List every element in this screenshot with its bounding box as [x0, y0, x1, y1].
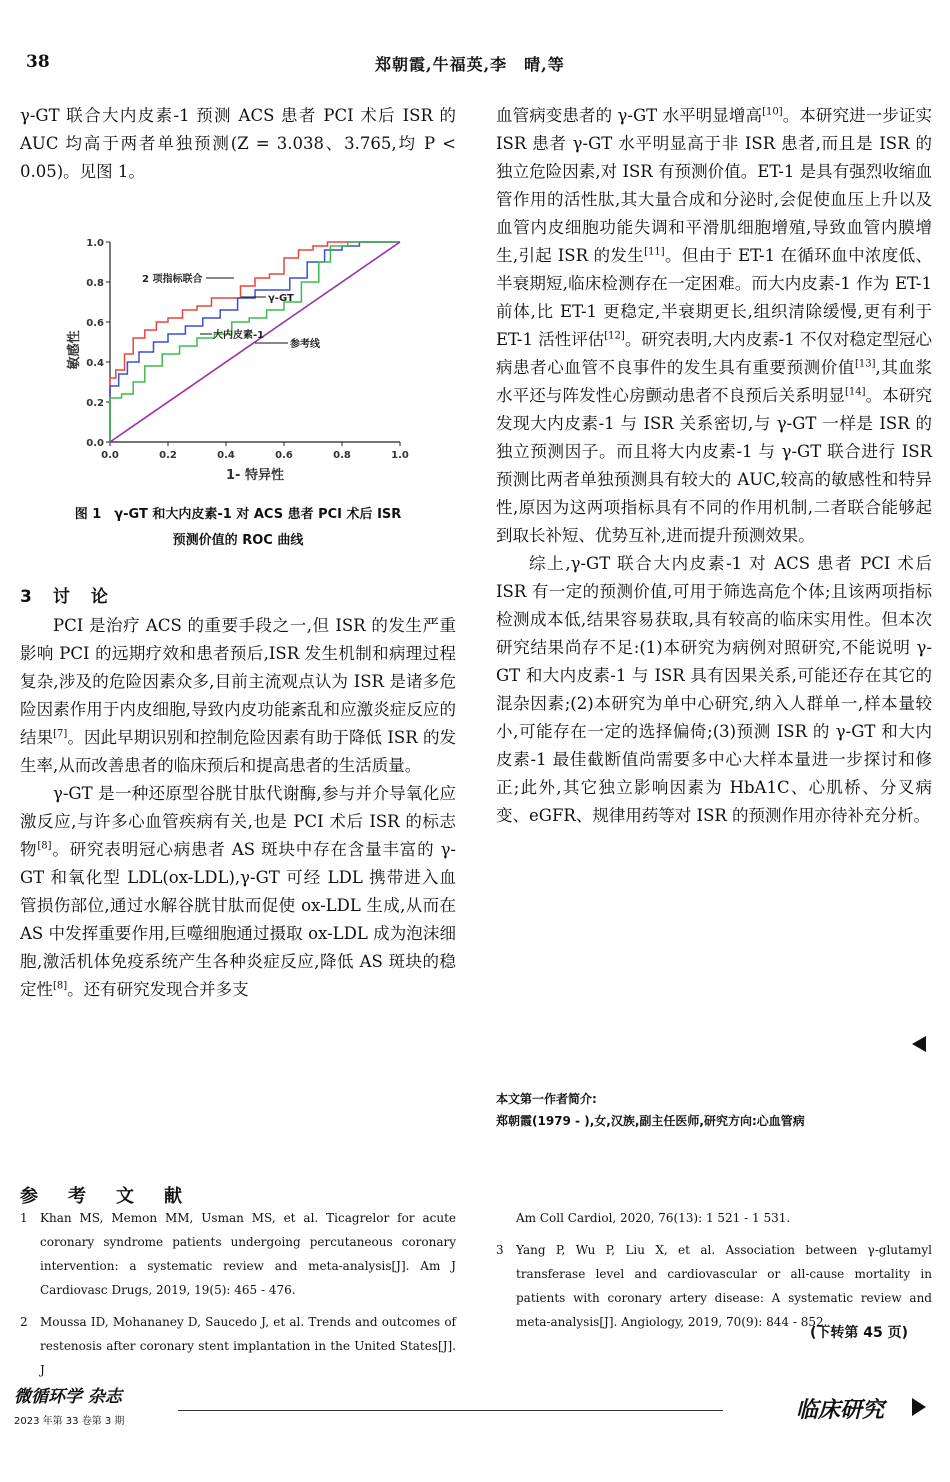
series-layer: [110, 242, 400, 442]
y-tick-label: 0.8: [86, 278, 104, 289]
x-tick-label: 0.4: [217, 450, 235, 461]
reference-number: 2: [20, 1315, 28, 1329]
author-intro-title: 本文第一作者简介:: [496, 1092, 597, 1106]
reference-item: [496, 1238, 932, 1334]
legend-et1: 大内皮素-1: [213, 330, 265, 341]
citation: [7]: [53, 728, 68, 740]
citation: [12]: [604, 330, 625, 342]
references-heading: 参 考 文 献: [20, 1186, 188, 1207]
journal-name: 微循环学 杂志: [14, 1387, 122, 1407]
references-left: [20, 1206, 456, 1390]
citation: [10]: [762, 106, 783, 118]
reference-text: Khan MS, Memon MM, Usman MS, et al. Ticagrelor for acute coronary syndrome patients undergoing percutaneous coronary intervention: a systematic review and meta-analysis[J]. Am J Cardiovasc Drugs, 2019, 19(5): 465 - 476.: [40, 1211, 456, 1297]
paragraph: γ-GT 联合大内皮素-1 预测 ACS 患者 PCI 术后 ISR 的 AUC 均高于两者单独预测(Z = 3.038、3.765,均 P < 0.05)。见图 1。: [20, 106, 456, 181]
paragraph: 综上,γ-GT 联合大内皮素-1 对 ACS 患者 PCI 术后 ISR 有一定的预测价值,可用于筛选高危个体;且该两项指标检测成本低,结果容易获取,具有较高的临床实用性。但本次研究结果尚存不足:(1)本研究为病例对照研究,不能说明 γ-GT 和大内皮素-1 与 ISR 具有因果关系,可能还存在其它的混杂因素;(2)本研究为单中心研究,纳入人群单一,样本量较小,可能存在一定的选择偏倚;(3)预测 ISR 的 γ-GT 和大内皮素-1 最佳截断值尚需要多中心大样本量进一步探讨和修正;此外,其它独立影响因素为 HbA1C、心肌桥、分叉病变、eGFR、规律用药等对 ISR 的预测作用亦待补充分析。: [496, 554, 932, 825]
roc-chart: [60, 232, 420, 502]
y-tick-label: 0.2: [86, 398, 104, 409]
reference-item: [20, 1310, 456, 1382]
continued-note: (下转第 45 页): [810, 1325, 909, 1341]
reference-number: 1: [20, 1211, 28, 1225]
section-name: 临床研究: [796, 1398, 885, 1423]
footer-divider: [178, 1410, 723, 1411]
author-intro-text: 郑朝霞(1979 - ),女,汉族,副主任医师,研究方向:心血管病: [496, 1114, 805, 1128]
citation: [14]: [845, 386, 866, 398]
left-column-top: [20, 102, 456, 186]
x-tick-label: 0.2: [159, 450, 177, 461]
reference-number: [496, 1206, 516, 1230]
y-tick-label: 1.0: [86, 238, 104, 249]
right-column-body: [496, 102, 932, 830]
reference-number: 3: [496, 1243, 504, 1257]
author-intro: [496, 1088, 932, 1132]
x-tick-label: 0.0: [101, 450, 119, 461]
reference-text: Moussa ID, Mohananey D, Saucedo J, et al. Trends and outcomes of restenosis after coronary stent implantation in the United States[J]. J: [40, 1315, 456, 1377]
caption-line-1: 图 1 γ-GT 和大内皮素-1 对 ACS 患者 PCI 术后 ISR: [74, 507, 402, 522]
x-tick-label: 1.0: [391, 450, 409, 461]
citation: [8]: [37, 840, 52, 852]
legend-ggt: γ-GT: [268, 293, 294, 304]
x-axis-label: 1- 特异性: [226, 468, 284, 483]
next-page-arrow-icon: [912, 1398, 926, 1416]
caption-line-2: 预测价值的 ROC 曲线: [172, 533, 304, 548]
x-ticks: [101, 442, 409, 461]
y-tick-label: 0.0: [86, 438, 104, 449]
end-mark-icon: [912, 1036, 926, 1052]
reference-text: Am Coll Cardiol, 2020, 76(13): 1 521 - 1 531.: [516, 1211, 791, 1225]
y-ticks: [86, 238, 110, 449]
running-authors: 郑朝霞,牛福英,李 晴,等: [375, 55, 565, 74]
section-heading: 3 讨 论: [20, 587, 110, 607]
citation: [13]: [854, 358, 876, 370]
journal-issue: 2023 年第 33 卷第 3 期: [14, 1416, 125, 1427]
legend-ref: 参考线: [290, 339, 320, 350]
x-tick-label: 0.6: [275, 450, 293, 461]
paragraph: γ-GT 是一种还原型谷胱甘肽代谢酶,参与并介导氧化应激反应,与许多心血管疾病有关,也是 PCI 术后 ISR 的标志物[8]。研究表明冠心病患者 AS 斑块中存在含量丰富的 γ-GT 和氧化型 LDL(ox-LDL),γ-GT 可经 LDL 携带进入血管损伤部位,通过水解谷胱甘肽而促使 ox-LDL 生成,从而在 AS 中发挥重要作用,巨噬细胞通过摄取 ox-LDL 成为泡沫细胞,激活机体免疫系统产生各种炎症反应,降低 AS 斑块的稳定性[8]。还有研究发现合并多支: [20, 784, 457, 999]
reference-item: [496, 1206, 932, 1230]
paragraph: PCI 是治疗 ACS 的重要手段之一,但 ISR 的发生严重影响 PCI 的远期疗效和患者预后,ISR 发生机制和病理过程复杂,涉及的危险因素众多,目前主流观点认为 ISR 是诸多危险因素作用于内皮细胞,导致内皮功能紊乱和应激炎症反应的结果[7]。因此早期识别和控制危险因素有助于降低 ISR 的发生率,从而改善患者的临床预后和提高患者的生活质量。: [20, 616, 457, 775]
paragraph: 血管病变患者的 γ-GT 水平明显增高[10]。本研究进一步证实 ISR 患者 γ-GT 水平明显高于非 ISR 患者,而且是 ISR 的独立危险因素,对 ISR 有预测价值。ET-1 是具有强烈收缩血管作用的活性肽,其大量合成和分泌时,会促使血压上升以及血管内皮细胞功能失调和平滑肌细胞增殖,导致血管内膜增生,引起 ISR 的发生[11]。但由于 ET-1 在循环血中浓度低、半衰期短,临床检测存在一定困难。而大内皮素-1 作为 ET-1 前体,比 ET-1 更稳定,半衰期更长,组织清除缓慢,更有利于 ET-1 活性评估[12]。研究表明,大内皮素-1 不仅对稳定型冠心病患者心血管不良事件的发生具有重要预测价值[13],其血浆水平还与阵发性心房颤动患者不良预后关系明显[14]。本研究发现大内皮素-1 与 ISR 关系密切,与 γ-GT 一样是 ISR 的独立预测因子。而且将大内皮素-1 与 γ-GT 联合进行 ISR 预测比两者单独预测具有较大的 AUC,较高的敏感性和特异性,原因为这两项指标具有不同的作用机制,二者联合能够起到取长补短、优势互补,进而提升预测效果。: [496, 106, 933, 545]
page-number: 38: [26, 52, 50, 72]
legend-combined: 2 项指标联合: [142, 274, 203, 285]
x-tick-label: 0.8: [333, 450, 351, 461]
y-tick-label: 0.4: [86, 358, 104, 369]
citation: [8]: [53, 980, 68, 992]
citation: [11]: [644, 246, 665, 258]
reference-text: Yang P, Wu P, Liu X, et al. Association between γ-glutamyl transferase level and cardiovascular or all-cause mortality in patients with coronary artery disease: A systematic review and meta-analysis[J]. Angiology, 2019, 70(9): 844 - 852.: [516, 1243, 932, 1329]
y-tick-label: 0.6: [86, 318, 104, 329]
y-axis-label: 敏感性: [67, 330, 82, 370]
left-column-body: [20, 612, 456, 1004]
reference-item: [20, 1206, 456, 1302]
figure-caption: [20, 502, 456, 554]
